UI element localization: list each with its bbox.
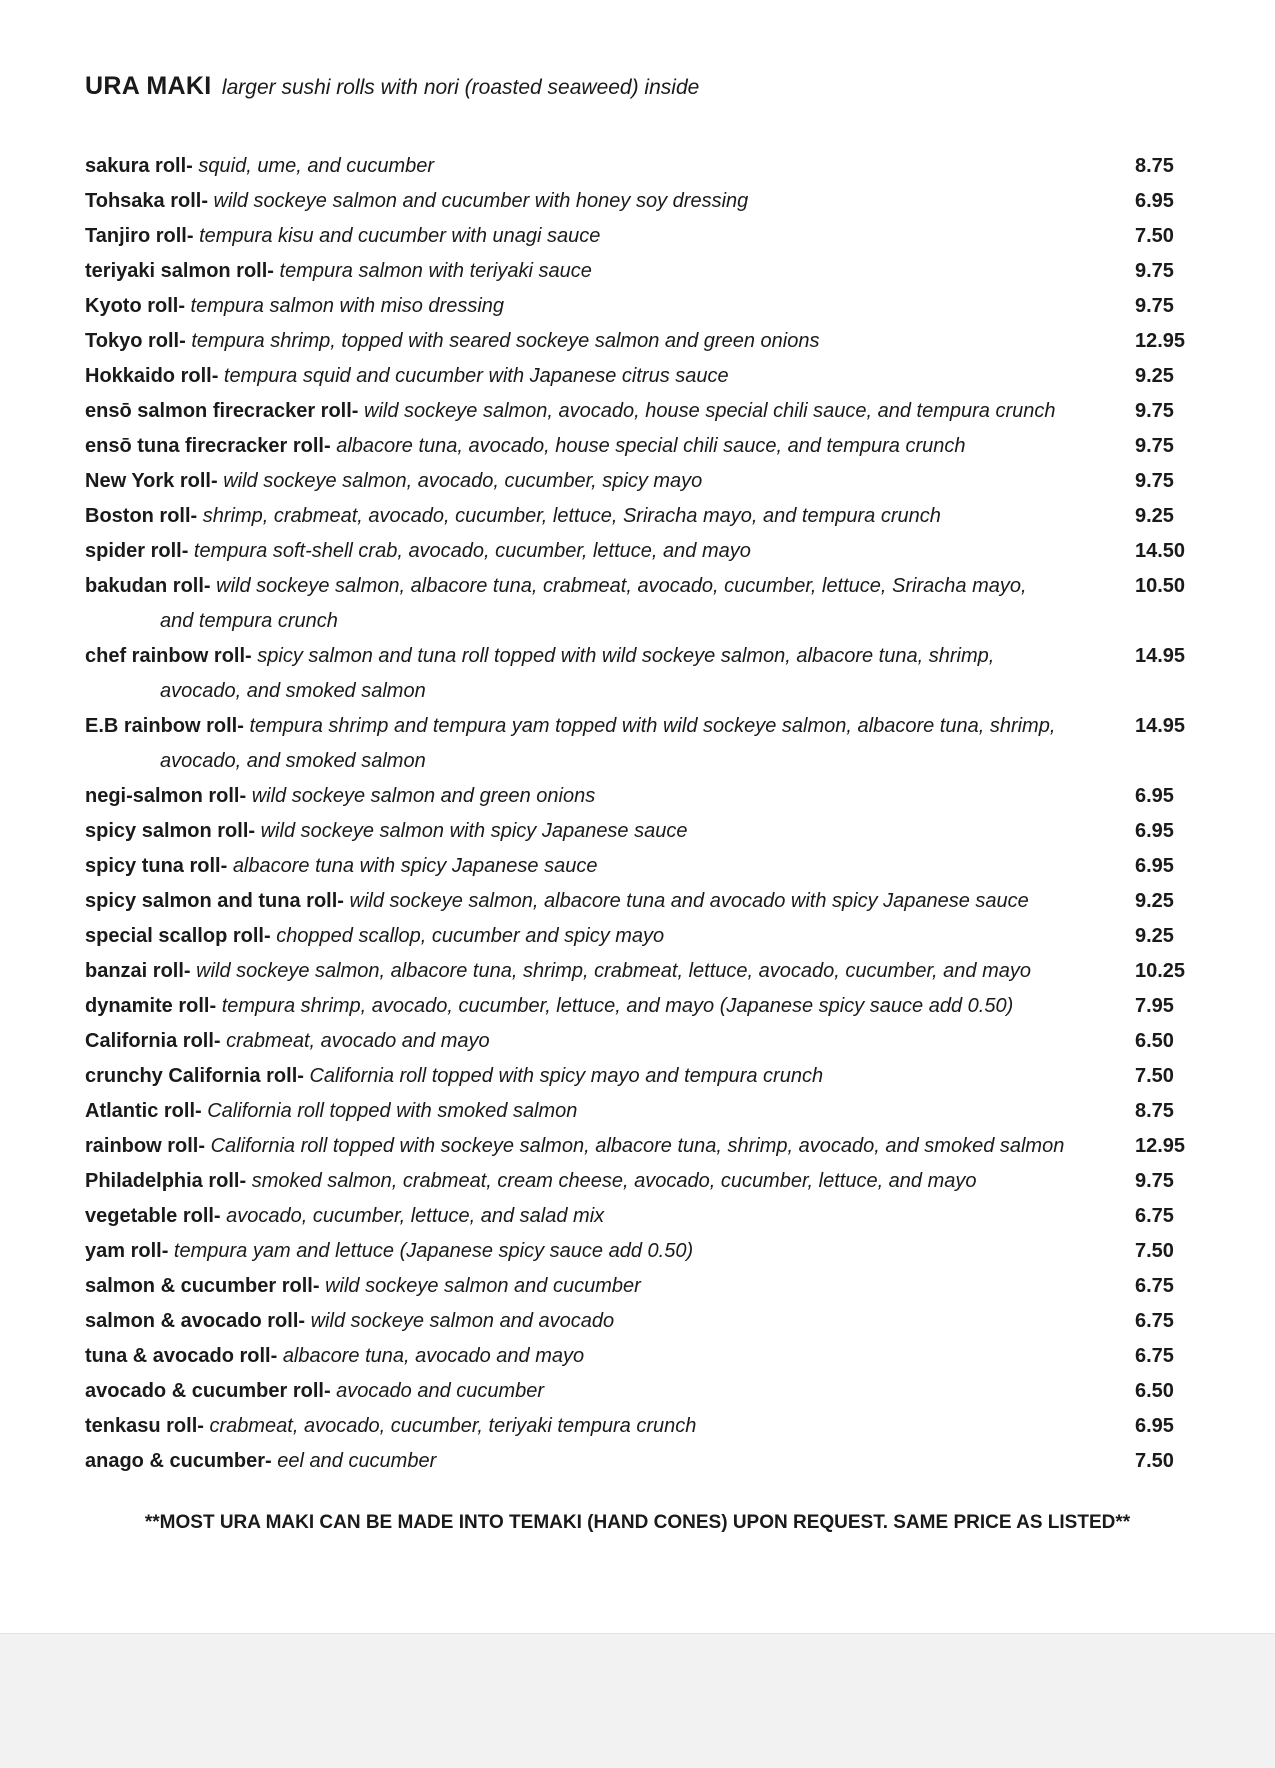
menu-item-description-continued: avocado, and smoked salmon [160, 680, 426, 702]
menu-item-text [85, 359, 1105, 394]
menu-item-line [85, 429, 1105, 464]
menu-item-description: tempura shrimp, topped with seared sockeye salmon and green onions [191, 330, 820, 352]
menu-item-name: special scallop roll- [85, 925, 277, 947]
menu-item-text [85, 1129, 1105, 1164]
menu-item-name: New York roll- [85, 470, 224, 492]
menu-item-line [85, 1059, 1105, 1094]
menu-item-name: tuna & avocado roll- [85, 1345, 283, 1367]
menu-item-price: 6.50 [1135, 1380, 1174, 1402]
menu-item-price: 7.50 [1135, 1450, 1174, 1472]
menu-item-price: 14.50 [1135, 540, 1186, 562]
menu-item-description: California roll topped with smoked salmon [207, 1100, 578, 1122]
menu-item-name: sakura roll- [85, 155, 199, 177]
menu-item-price: 6.50 [1135, 1030, 1174, 1052]
menu-item-price: 9.75 [1135, 400, 1174, 422]
menu-item-line [85, 149, 1105, 184]
menu-item-name: negi-salmon roll- [85, 785, 252, 807]
menu-item-name: rainbow roll- [85, 1135, 211, 1157]
menu-item-line [85, 569, 1105, 604]
menu-item-name: Tohsaka roll- [85, 190, 214, 212]
menu-item [85, 1269, 1200, 1304]
menu-item-description: albacore tuna, avocado, house special chili sauce, and tempura crunch [336, 435, 966, 457]
menu-item-description: tempura soft-shell crab, avocado, cucumber, lettuce, and mayo [193, 540, 751, 562]
menu-item [85, 954, 1200, 989]
menu-item-name: Tanjiro roll- [85, 225, 200, 247]
menu-item [85, 709, 1200, 779]
menu-item-line [85, 1444, 1105, 1479]
section-subtitle: larger sushi rolls with nori (roasted seaweed) inside [221, 76, 700, 99]
menu-item [85, 1059, 1200, 1094]
menu-item-text [85, 814, 1105, 849]
menu-item-price: 7.50 [1135, 225, 1174, 247]
menu-item-text [85, 1094, 1105, 1129]
menu-item-price: 6.95 [1135, 1415, 1174, 1437]
menu-item-description-continued: and tempura crunch [160, 610, 338, 632]
menu-item [85, 639, 1200, 709]
menu-item-price: 6.95 [1135, 785, 1174, 807]
menu-item-name: Tokyo roll- [85, 330, 192, 352]
menu-item-description: wild sockeye salmon and avocado [310, 1310, 615, 1332]
menu-item-price: 9.25 [1135, 505, 1174, 527]
menu-item-text [85, 394, 1105, 429]
menu-item-name: bakudan roll- [85, 575, 217, 597]
menu-item-price: 6.95 [1135, 820, 1174, 842]
menu-item-description: California roll topped with spicy mayo and tempura crunch [309, 1065, 824, 1087]
menu-item-name: spicy tuna roll- [85, 855, 233, 877]
menu-item [85, 1234, 1200, 1269]
menu-item [85, 254, 1200, 289]
menu-item-description: wild sockeye salmon with spicy Japanese sauce [260, 820, 688, 842]
menu-item [85, 149, 1200, 184]
menu-item-description: wild sockeye salmon, albacore tuna, shrimp, crabmeat, lettuce, avocado, cucumber, and mayo [196, 960, 1031, 982]
menu-item-line [85, 884, 1105, 919]
menu-item-price: 12.95 [1135, 1135, 1186, 1157]
menu-item-text [85, 779, 1105, 814]
menu-item-line [85, 919, 1105, 954]
menu-item-name: spider roll- [85, 540, 194, 562]
menu-item-line [85, 464, 1105, 499]
menu-item-name: banzai roll- [85, 960, 197, 982]
menu-item-description: eel and cucumber [277, 1450, 437, 1472]
menu-item-price: 10.25 [1135, 960, 1186, 982]
menu-item-name: chef rainbow roll- [85, 645, 258, 667]
menu-list [85, 149, 1200, 1479]
menu-item-price: 6.75 [1135, 1310, 1174, 1332]
menu-item [85, 184, 1200, 219]
menu-item-line [85, 1409, 1105, 1444]
menu-item [85, 324, 1200, 359]
menu-item [85, 1444, 1200, 1479]
menu-item-text [85, 1304, 1105, 1339]
menu-item-line [85, 709, 1105, 744]
menu-item [85, 464, 1200, 499]
menu-item-text [85, 464, 1105, 499]
menu-item-line [85, 324, 1105, 359]
menu-item-description: squid, ume, and cucumber [198, 155, 435, 177]
menu-item-text [85, 499, 1105, 534]
menu-item-line [85, 289, 1105, 324]
menu-item-description: tempura salmon with teriyaki sauce [279, 260, 592, 282]
menu-item-price: 8.75 [1135, 1100, 1174, 1122]
menu-item-line [85, 814, 1105, 849]
menu-item-text [85, 219, 1105, 254]
menu-item [85, 779, 1200, 814]
menu-item-price: 7.95 [1135, 995, 1174, 1017]
menu-item-text [85, 1374, 1105, 1409]
menu-item-name: anago & cucumber- [85, 1450, 278, 1472]
menu-item-text [85, 1234, 1105, 1269]
menu-item-price: 9.75 [1135, 470, 1174, 492]
menu-item [85, 394, 1200, 429]
menu-item-description: wild sockeye salmon, albacore tuna and avocado with spicy Japanese sauce [349, 890, 1029, 912]
menu-item-description: wild sockeye salmon and cucumber [325, 1275, 641, 1297]
menu-item-text [85, 1409, 1105, 1444]
menu-item-price: 9.75 [1135, 295, 1174, 317]
menu-item [85, 1374, 1200, 1409]
footer-note: **MOST URA MAKI CAN BE MADE INTO TEMAKI (HAND CONES) UPON REQUEST. SAME PRICE AS LISTED** [144, 1512, 1131, 1533]
menu-item-text [85, 324, 1105, 359]
menu-item-description: wild sockeye salmon, avocado, house special chili sauce, and tempura crunch [364, 400, 1056, 422]
menu-item-line [85, 954, 1105, 989]
menu-item-name: spicy salmon and tuna roll- [85, 890, 350, 912]
menu-item-line [85, 219, 1105, 254]
menu-item-name: ensō salmon firecracker roll- [85, 400, 365, 422]
menu-item-price: 6.75 [1135, 1205, 1174, 1227]
menu-item-name: spicy salmon roll- [85, 820, 261, 842]
menu-item-description: tempura shrimp and tempura yam topped with wild sockeye salmon, albacore tuna, shrimp, [249, 715, 1056, 737]
menu-item-description: wild sockeye salmon, avocado, cucumber, spicy mayo [223, 470, 703, 492]
menu-item-description: tempura squid and cucumber with Japanese citrus sauce [223, 365, 729, 387]
menu-item-text [85, 289, 1105, 324]
menu-item-text [85, 1024, 1105, 1059]
menu-item-line [85, 1374, 1105, 1409]
menu-item-description: smoked salmon, crabmeat, cream cheese, avocado, cucumber, lettuce, and mayo [251, 1170, 977, 1192]
menu-item-name: Hokkaido roll- [85, 365, 224, 387]
menu-item-name: E.B rainbow roll- [85, 715, 250, 737]
menu-item-description: crabmeat, avocado and mayo [226, 1030, 490, 1052]
menu-item-line [85, 184, 1105, 219]
menu-item-description: albacore tuna with spicy Japanese sauce [232, 855, 598, 877]
menu-item-price: 6.95 [1135, 190, 1174, 212]
menu-item-price: 10.50 [1135, 575, 1186, 597]
menu-item [85, 814, 1200, 849]
menu-item-text [85, 1269, 1105, 1304]
menu-item [85, 989, 1200, 1024]
menu-item-line [85, 989, 1105, 1024]
menu-item-description: wild sockeye salmon, albacore tuna, crabmeat, avocado, cucumber, lettuce, Sriracha mayo, [216, 575, 1027, 597]
menu-item [85, 219, 1200, 254]
menu-item-price: 9.25 [1135, 925, 1174, 947]
menu-item-line [85, 1094, 1105, 1129]
menu-item-description: spicy salmon and tuna roll topped with wild sockeye salmon, albacore tuna, shrimp, [257, 645, 995, 667]
menu-item-price: 9.25 [1135, 365, 1174, 387]
menu-item-price: 7.50 [1135, 1065, 1174, 1087]
menu-item-name: avocado & cucumber roll- [85, 1380, 337, 1402]
menu-item [85, 1199, 1200, 1234]
menu-item-text [85, 639, 1105, 709]
menu-item-line [85, 1269, 1105, 1304]
menu-item-line [85, 1304, 1105, 1339]
menu-item-text [85, 184, 1105, 219]
menu-item-price: 6.95 [1135, 855, 1174, 877]
menu-item-name: yam roll- [85, 1240, 174, 1262]
menu-item-description: California roll topped with sockeye salmon, albacore tuna, shrimp, avocado, and smoked salmon [210, 1135, 1065, 1157]
menu-item-text [85, 569, 1105, 639]
menu-item-line [85, 1199, 1105, 1234]
menu-header [85, 72, 699, 101]
menu-item-price: 6.75 [1135, 1345, 1174, 1367]
menu-item-line [85, 1234, 1105, 1269]
menu-item-description: tempura yam and lettuce (Japanese spicy sauce add 0.50) [173, 1240, 694, 1262]
menu-item-text [85, 254, 1105, 289]
menu-item-name: crunchy California roll- [85, 1065, 310, 1087]
menu-item-name: dynamite roll- [85, 995, 222, 1017]
menu-item-text [85, 534, 1105, 569]
menu-item-name: salmon & avocado roll- [85, 1310, 311, 1332]
menu-item-line [85, 639, 1105, 674]
menu-item-text [85, 1444, 1105, 1479]
menu-item-line [85, 359, 1105, 394]
menu-item [85, 1094, 1200, 1129]
menu-item [85, 289, 1200, 324]
menu-item [85, 359, 1200, 394]
menu-item-text [85, 709, 1105, 779]
menu-item-text [85, 1059, 1105, 1094]
menu-item-price: 9.25 [1135, 890, 1174, 912]
menu-item-description: tempura shrimp, avocado, cucumber, lettuce, and mayo (Japanese spicy sauce add 0.50) [221, 995, 1014, 1017]
menu-item-description: chopped scallop, cucumber and spicy mayo [276, 925, 665, 947]
menu-item-price: 8.75 [1135, 155, 1174, 177]
menu-item-line [85, 1129, 1105, 1164]
menu-item [85, 884, 1200, 919]
menu-item-text [85, 1199, 1105, 1234]
section-title: URA MAKI [85, 72, 212, 100]
menu-item-name: vegetable roll- [85, 1205, 227, 1227]
menu-item-price: 9.75 [1135, 260, 1174, 282]
menu-item-text [85, 149, 1105, 184]
scan-background-edge [0, 1633, 1275, 1768]
menu-item-name: Atlantic roll- [85, 1100, 208, 1122]
menu-item-line [85, 1339, 1105, 1374]
menu-item-text [85, 989, 1105, 1024]
menu-item-price: 9.75 [1135, 435, 1174, 457]
menu-item-description: avocado and cucumber [336, 1380, 545, 1402]
menu-item-description: albacore tuna, avocado and mayo [282, 1345, 585, 1367]
menu-item-description: avocado, cucumber, lettuce, and salad mix [226, 1205, 605, 1227]
menu-item-line [85, 1164, 1105, 1199]
menu-item-line [85, 394, 1105, 429]
menu-item-line [85, 534, 1105, 569]
menu-item-description: tempura salmon with miso dressing [190, 295, 505, 317]
menu-item-text [85, 919, 1105, 954]
menu-item [85, 1304, 1200, 1339]
menu-item [85, 1129, 1200, 1164]
menu-item-description: crabmeat, avocado, cucumber, teriyaki tempura crunch [209, 1415, 697, 1437]
menu-item-name: salmon & cucumber roll- [85, 1275, 326, 1297]
menu-item-description: wild sockeye salmon and cucumber with honey soy dressing [213, 190, 749, 212]
menu-item [85, 1409, 1200, 1444]
menu-item-line [85, 499, 1105, 534]
menu-item-price: 6.75 [1135, 1275, 1174, 1297]
menu-item-name: ensō tuna firecracker roll- [85, 435, 337, 457]
menu-item-name: tenkasu roll- [85, 1415, 210, 1437]
menu-item-text [85, 849, 1105, 884]
menu-item-description-continued: avocado, and smoked salmon [160, 750, 426, 772]
menu-item-description: tempura kisu and cucumber with unagi sauce [199, 225, 601, 247]
menu-item [85, 1024, 1200, 1059]
menu-item [85, 1339, 1200, 1374]
menu-item-text [85, 429, 1105, 464]
menu-item [85, 919, 1200, 954]
menu-item-price: 7.50 [1135, 1240, 1174, 1262]
menu-item-text [85, 1339, 1105, 1374]
menu-item-line [85, 849, 1105, 884]
menu-item-name: Philadelphia roll- [85, 1170, 252, 1192]
menu-item-name: California roll- [85, 1030, 227, 1052]
menu-item [85, 499, 1200, 534]
menu-item [85, 534, 1200, 569]
menu-item-description: shrimp, crabmeat, avocado, cucumber, lettuce, Sriracha mayo, and tempura crunch [202, 505, 941, 527]
menu-item-price: 9.75 [1135, 1170, 1174, 1192]
menu-item-price: 12.95 [1135, 330, 1186, 352]
menu-item-name: teriyaki salmon roll- [85, 260, 280, 282]
menu-item-line [85, 254, 1105, 289]
menu-item [85, 569, 1200, 639]
menu-item-description: wild sockeye salmon and green onions [251, 785, 596, 807]
menu-item [85, 1164, 1200, 1199]
menu-item-text [85, 954, 1105, 989]
menu-item-price: 14.95 [1135, 715, 1186, 737]
menu-item-name: Boston roll- [85, 505, 203, 527]
menu-item-line [85, 1024, 1105, 1059]
menu-item [85, 849, 1200, 884]
menu-item-text [85, 884, 1105, 919]
menu-item [85, 429, 1200, 464]
menu-item-text [85, 1164, 1105, 1199]
menu-item-price: 14.95 [1135, 645, 1186, 667]
menu-item-name: Kyoto roll- [85, 295, 191, 317]
menu-item-line [85, 779, 1105, 814]
